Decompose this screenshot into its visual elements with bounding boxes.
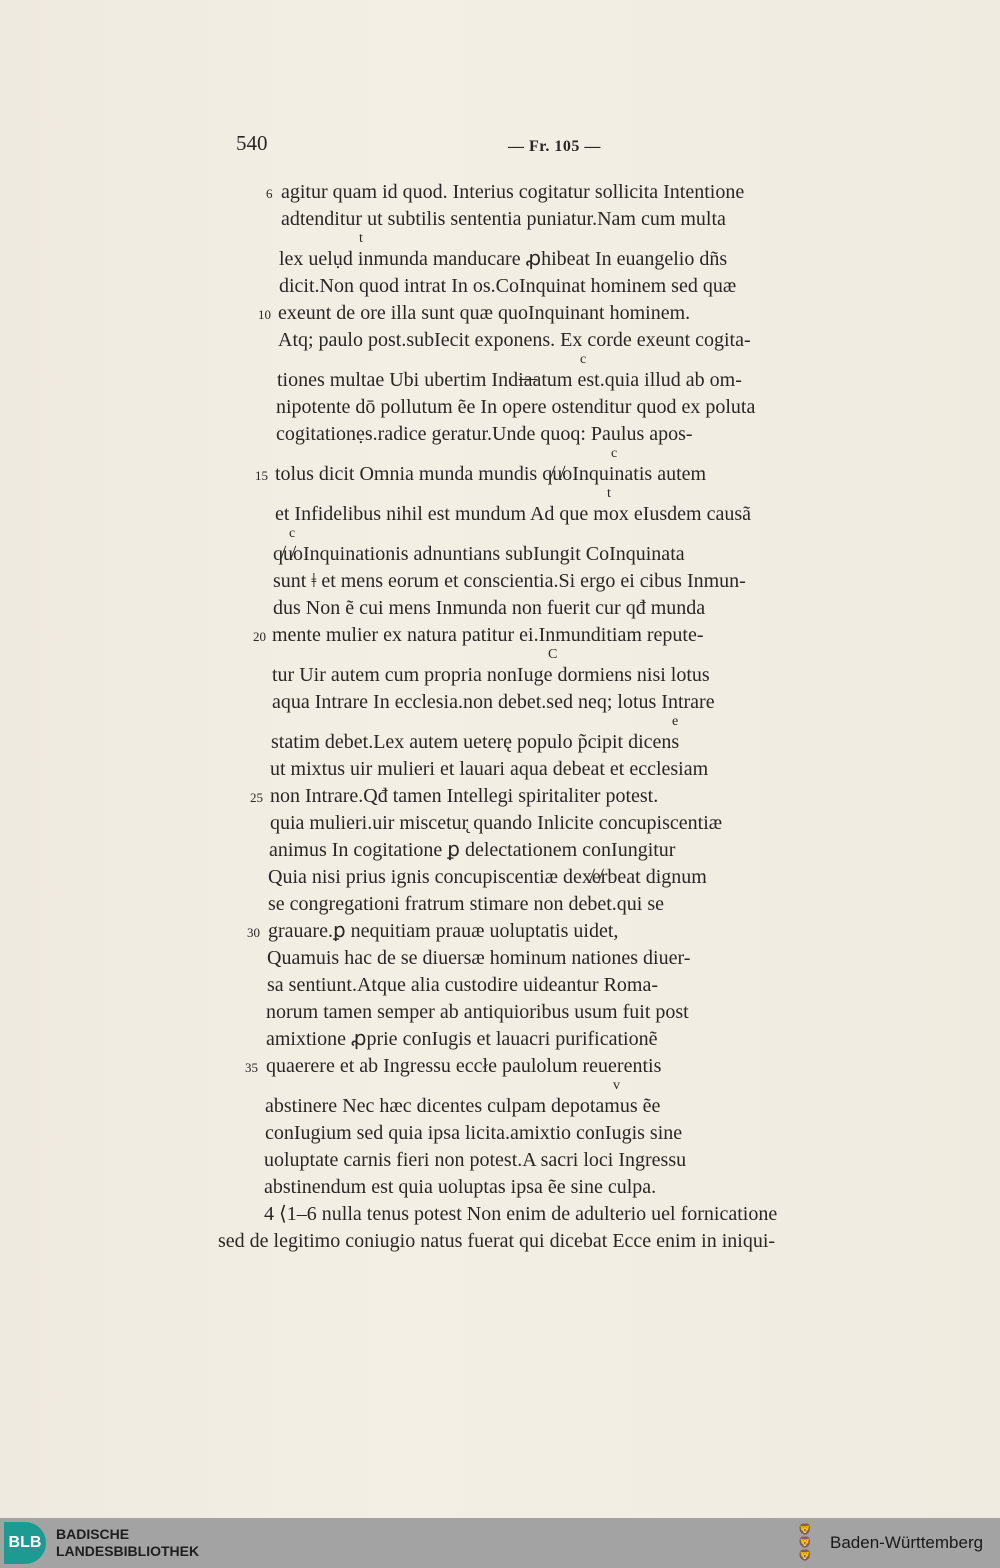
text-line: grauare.ꝑ nequitiam prauæ uoluptatis uidet, bbox=[268, 920, 619, 942]
bw-logo[interactable] bbox=[790, 1522, 983, 1564]
interlinear-correction: t bbox=[359, 231, 363, 246]
text-line: norum tamen semper ab antiquioribus usum fuit post bbox=[266, 1001, 689, 1023]
text-line: Quia nisi prius ignis concupiscentiæ dex̸e̸rbeat dignum bbox=[268, 866, 707, 888]
blb-logo[interactable]: BLB bbox=[4, 1522, 46, 1564]
text-line: uoluptate carnis fieri non potest.A sacri loci Ingressu bbox=[264, 1149, 687, 1171]
lions-coat-of-arms-icon: 🦁 🦁 🦁 bbox=[798, 1523, 812, 1562]
library-name bbox=[56, 1526, 199, 1560]
library-name-line-2: LANDESBIBLIOTHEK bbox=[56, 1543, 200, 1559]
text-line: quaerere et ab Ingressu eccłe paulolum reuerentis bbox=[266, 1055, 662, 1077]
text-line: non Intrare.Qđ tamen Intellegi spiritaliter potest. bbox=[270, 785, 659, 807]
text-line: sa sentiunt.Atque alia custodire uideantur Roma- bbox=[267, 974, 659, 996]
text-line: exeunt de ore illa sunt quæ quoInquinant hominem. bbox=[278, 302, 691, 324]
text-line: agitur quam id quod. Interius cogitatur sollicita Intentione bbox=[281, 181, 745, 203]
state-name: Baden-Württemberg bbox=[830, 1533, 984, 1552]
interlinear-correction: e bbox=[672, 714, 679, 729]
text-line: nipotente dō pollutum ẽe In opere ostenditur quod ex poluta bbox=[276, 396, 756, 418]
text-line: tiones multae Ubi ubertim Indi̶a̶atum est.quia illud ab om- bbox=[277, 369, 742, 391]
line-number: 35 bbox=[245, 1060, 258, 1075]
text-line: animus In cogitatione ꝑ delectationem conIungitur bbox=[269, 839, 676, 861]
line-number: 25 bbox=[250, 790, 263, 805]
footer-bar bbox=[0, 1518, 1000, 1568]
text-line: abstinendum est quia uoluptas ipsa ẽe sine culpa. bbox=[264, 1176, 657, 1198]
text-line: abstinere Nec hæc dicentes culpam depotamus ẽe bbox=[265, 1095, 661, 1117]
text-line: lex uelụd inmunda manducare ꝓhibeat In euangelio dñs bbox=[279, 248, 728, 270]
text-line: ut mixtus uir mulieri et lauari aqua debeat et ecclesiam bbox=[270, 758, 709, 780]
text-line: mente mulier ex natura patitur ei.Inmunditiam repute- bbox=[272, 624, 704, 646]
text-line: conIugium sed quia ipsa licita.amixtio conIugis sine bbox=[265, 1122, 683, 1144]
text-line: adtenditur ut subtilis sententia puniatur.Nam cum multa bbox=[281, 208, 726, 230]
page-number: 540 bbox=[236, 131, 268, 155]
text-line: 4 ⟨1–6 nulla tenus potest Non enim de adulterio uel fornicatione bbox=[264, 1203, 778, 1225]
line-number: 6 bbox=[266, 186, 273, 201]
text-line: quia mulieri.uir miscetur̨ quando Inlicite concupiscentiæ bbox=[270, 812, 723, 834]
text-line: tolus dicit Omnia munda mundis q̸u̸oInquinatis autem bbox=[275, 463, 707, 485]
text-line: se congregationi fratrum stimare non debet.qui se bbox=[268, 893, 664, 915]
text-line: dus Non ẽ cui mens Inmunda non fuerit cur qđ munda bbox=[273, 597, 706, 619]
interlinear-correction: v bbox=[613, 1078, 620, 1093]
text-line: sunt ǂ et mens eorum et conscientia.Si ergo ei cibus Inmun- bbox=[273, 570, 746, 592]
text-line: amixtione ꝓprie conIugis et lauacri purificationẽ bbox=[266, 1028, 658, 1050]
running-head: — Fr. 105 — bbox=[508, 138, 601, 155]
library-name-line-1: BADISCHE bbox=[56, 1526, 130, 1542]
interlinear-correction: c bbox=[289, 526, 296, 541]
text-line: Quamuis hac de se diuersæ hominum nationes diuer- bbox=[267, 947, 691, 969]
text-line: aqua Intrare In ecclesia.non debet.sed neq; lotus Intrare bbox=[272, 691, 715, 713]
text-line: statim debet.Lex autem ueterę populo p̃cipit dicens bbox=[271, 731, 680, 753]
text-line: sed de legitimo coniugio natus fuerat qui dicebat Ecce enim in iniqui- bbox=[218, 1230, 776, 1252]
line-number: 30 bbox=[247, 925, 260, 940]
interlinear-correction: C bbox=[548, 647, 558, 662]
line-number: 15 bbox=[255, 468, 268, 483]
text-line: et Infidelibus nihil est mundum Ad que mox eIusdem causã bbox=[275, 503, 752, 525]
text-line: cogitationẹs.radice geratur.Unde quoq: Paulus apos- bbox=[276, 423, 693, 445]
text-line: tur Uir autem cum propria nonIuge dormiens nisi lotus bbox=[272, 664, 710, 686]
text-line: q̸u̸oInquinationis adnuntians subIungit CoInquinata bbox=[273, 543, 685, 565]
interlinear-correction: t bbox=[607, 486, 611, 501]
line-number: 20 bbox=[253, 629, 266, 644]
text-line: Atq; paulo post.subIecit exponens. Ex corde exeunt cogita- bbox=[278, 329, 751, 351]
text-line: dicit.Non quod intrat In os.CoInquinat hominem sed quæ bbox=[279, 275, 737, 297]
interlinear-correction: c bbox=[580, 352, 587, 367]
line-number: 10 bbox=[258, 307, 271, 322]
interlinear-correction: c bbox=[611, 446, 618, 461]
